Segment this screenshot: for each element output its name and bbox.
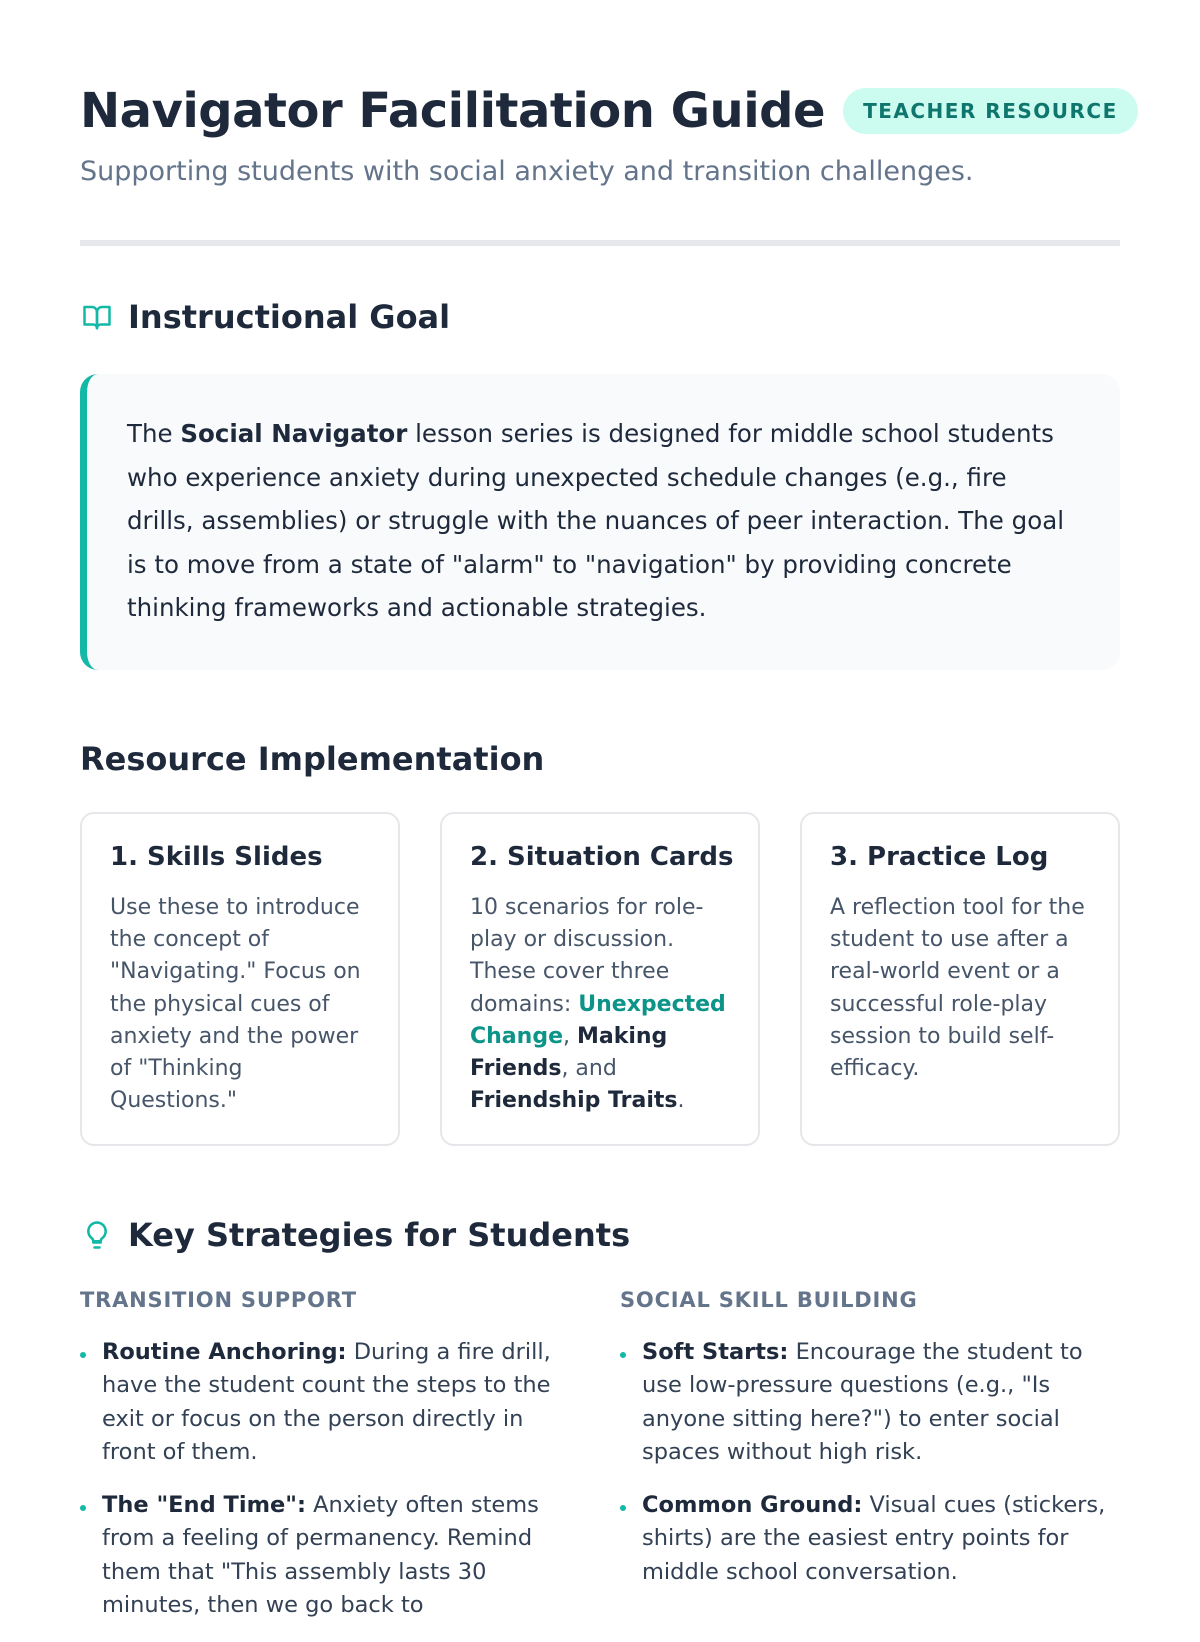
list-item: Common Ground: Visual cues (stickers, shirts) are the easiest entry points for middle school conversation. <box>620 1489 1120 1589</box>
column-transition-support <box>80 1288 580 1642</box>
resource-cards <box>80 812 1120 1146</box>
card-text: Use these to introduce the concept of "Navigating." Focus on the physical cues of anxiety and the power of "Thinking Questions." <box>110 895 361 1114</box>
card-title: 1. Skills Slides <box>110 842 323 872</box>
list-item: Routine Anchoring: During a fire drill, have the student count the steps to the exit or focus on the person directly in front of them. <box>80 1336 580 1469</box>
card-text: A reflection tool for the student to use after a real-world event or a successful role-play session to build self-efficacy. <box>830 895 1085 1082</box>
column-heading: SOCIAL SKILL BUILDING <box>620 1288 918 1312</box>
goal-heading: Instructional Goal <box>128 298 451 336</box>
lightbulb-icon <box>80 1218 114 1252</box>
card-situation-cards <box>440 812 760 1146</box>
goal-callout <box>80 374 1120 670</box>
goal-text: The Social Navigator lesson series is designed for middle school students who experience anxiety during unexpected schedule changes (e.g., fire drills, assemblies) or struggle with the nuances of peer interaction. The goal is to move from a state of "alarm" to "navigation" by providing concrete thinking frameworks and actionable strategies. <box>127 419 1065 622</box>
domain-making-friends: Making Friends <box>470 1023 668 1082</box>
strategy-list <box>620 1336 1120 1589</box>
strategy-columns <box>80 1288 1120 1642</box>
domain-friendship-traits: Friendship Traits <box>470 1088 678 1114</box>
bullet-dot <box>620 1505 626 1511</box>
bullet-dot <box>80 1352 86 1358</box>
book-open-icon <box>80 300 114 334</box>
card-title: 2. Situation Cards <box>470 842 734 872</box>
title-row <box>80 80 1120 142</box>
page-title: Navigator Facilitation Guide <box>80 83 826 139</box>
strategy-list <box>80 1336 580 1622</box>
column-heading: TRANSITION SUPPORT <box>80 1288 357 1312</box>
implementation-section-heading <box>80 740 544 778</box>
page-subtitle: Supporting students with social anxiety and transition challenges. <box>80 156 974 187</box>
goal-section-heading <box>80 298 450 336</box>
implementation-heading: Resource Implementation <box>80 740 545 778</box>
strategies-heading: Key Strategies for Students <box>128 1216 631 1254</box>
series-name: Social Navigator <box>180 419 408 448</box>
header-divider <box>80 240 1120 246</box>
bullet-dot <box>620 1352 626 1358</box>
list-item: The "End Time": Anxiety often stems from a feeling of permanency. Remind them that "This assembly lasts 30 minutes, then we go back to <box>80 1489 580 1622</box>
card-practice-log <box>800 812 1120 1146</box>
teacher-resource-badge: TEACHER RESOURCE <box>843 88 1138 134</box>
column-social-skill-building <box>620 1288 1120 1642</box>
list-item: Soft Starts: Encourage the student to use low-pressure questions (e.g., "Is anyone sitting here?") to enter social spaces without high risk. <box>620 1336 1120 1469</box>
bullet-dot <box>80 1505 86 1511</box>
card-skills-slides <box>80 812 400 1146</box>
strategies-section-heading <box>80 1216 630 1254</box>
domain-unexpected-change: Unexpected Change <box>470 991 726 1049</box>
card-title: 3. Practice Log <box>830 842 1049 872</box>
card-text: 10 scenarios for role-play or discussion. These cover three domains: Unexpected Change, Making Friends, and Friendship Traits. <box>470 895 726 1114</box>
